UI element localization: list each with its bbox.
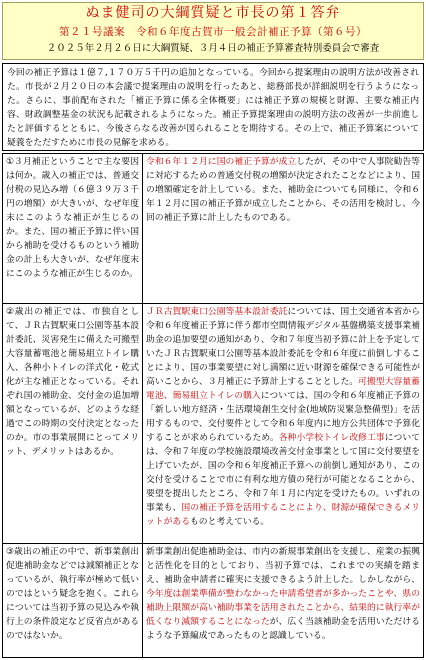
page-title: ぬま健司の大綱質疑と市長の第１答弁: [85, 5, 341, 21]
question-2: ②歳出の補正では、市独自として、ＪＲ古賀駅東口公園等基本設計委託、災害発生に備えた可搬型大容量蓄電池と簡易組立トイレ購入、各种小トイレの洋式化・乾式化が主な補正となっている。それぞれ国の補助金、交付金の追加増額となっているが、どのような経過でこの時期の交付決定となったのか。市の事業展開にとってメリット、デメリットはあるか。: [3, 304, 143, 544]
highlighted-answer-text: 国の補正予算を活用することにより、財源が確保できるメリットがある: [146, 503, 420, 527]
bill-subtitle: 第２１号議案 令和６年度古賀市一般会計補正予算（第６号）: [59, 26, 367, 38]
date-line: ２０２５年２月２６日に大綱質疑、３月４日の補正予算審査特別委員会で審査: [46, 43, 380, 54]
answer-text: については、国土交通省本省から令和６年度補正予算に伴う都市空間情報デジタル基盤構築支援事業補助金の追加要望の通知があり、令和７年度当初予算に計上を予定していたＪＲ古賀駅東口公園等基本設計委託を令和６年度に前倒しすることにより、国の事業要望に対し満額に近い財源を確保できる可能性が高いことから、３月補正に予算計上することとした。: [146, 307, 420, 387]
qa-row-2: [3, 304, 424, 544]
answer-2: [143, 304, 424, 544]
answer-text: 新事業創出促進補助金は、市内の新規事業創出を支援し、産業の振興と活性化を目的としており、当初予算では、これまでの実績を踏まえ、補助金申請者に確実に支援できるよう計上した。しかしながら、: [146, 547, 420, 585]
answer-text: については、令和７年度の学校施設環境改善交付金事業として国に交付要望を上げていたが、国の令和６年度補正予算への前倒し通知があり、この交付を受けることで市に有利な地方債の発行が可能となることから、要望を提出したところ、令和７年１月に内定を受けたもの。いずれの事業も、: [146, 433, 421, 513]
highlighted-answer-text: 今年度は創業準備が整わなかった申請希望者が多かったことや、県の補助上限額が高い補助事業を活用されたことから、結果的に執行率が低くなり減額することになった: [146, 589, 420, 627]
intro-box: 今回の補正予算は１億７,１７０万５千円の追加となっている。今回から提案理由の説明方法が改善された。市長が２月２０日の本会議で提案理由の説明を行ったあと、総務部長が詳細説明を行うようになった。さらに、事前配布された「補正予算に係る全体概要」には補正予算の規模と財源、主要な補正内容、財政調整基金の状況も記載されるようになった。補正予算提案理由の説明方法の改善が一歩前進したと評価するとともに、今後さらなる改善が図られることを期待する。その上で、補正予算案について疑義をただすために市長の見解を求める。: [2, 63, 424, 151]
question-1: ①３月補正ということで主な要因は何か。歳入の補正では、普通交付税の見込み増（６億３９万３千円の増額）が大きいが、なぜ年度末にこのような補正が生じるのか。また、国の補正予算に伴い国から補助を受けるものという補助金の計上も大きいが、なぜ年度末にこのような補正が生じるのか。: [3, 154, 143, 304]
answer-text: が、広く当該補助金を活用いただけるような予算編成であったものと認識している。: [146, 617, 420, 641]
header-panel: [2, 2, 424, 60]
highlighted-answer-text: 各种小学校トイレ改修工事: [278, 433, 385, 443]
question-3: ③歳出の補正の中で、新事業創出促進補助金などでは減額補正となっているが、執行率が極めて低いのではという疑念を抱く。これらについては当初予算の見込みや執行上の条件設定など反省点があるのではないか。: [3, 544, 143, 658]
qa-table: [2, 153, 424, 658]
qa-row-1: [3, 154, 424, 304]
highlighted-answer-text: ＪＲ古賀駅東口公園等基本設計委託: [146, 307, 288, 317]
answer-text: したが、その中で人事院勧告等に対応するための普通交付税の増額が決定されたことなどにより、国の増額確定を計上している。また、補助金についても同様に、令和６年１２月に国の補正予算が成立したことから、その活用を検討し、今回の補正予算に計上したものである。: [146, 157, 420, 223]
highlighted-answer-text: 可搬型大容量蓄電池、簡易組立トイレの購入: [146, 377, 420, 401]
answer-text: ものと考えている。: [190, 517, 270, 527]
answer-3: [143, 544, 424, 658]
highlighted-answer-text: 令和６年１２月に国の補正予算が成立: [146, 157, 297, 167]
answer-1: [143, 154, 424, 304]
answer-text: については、国の令和６年度補正予算の「新しい地方経済・生活環境創生交付金(地域防災緊急整備型)」を活用するもので、交付要件として令和６年度内に地方公共団体で予算化することが求められているため。: [146, 391, 420, 443]
qa-row-3: [3, 544, 424, 658]
